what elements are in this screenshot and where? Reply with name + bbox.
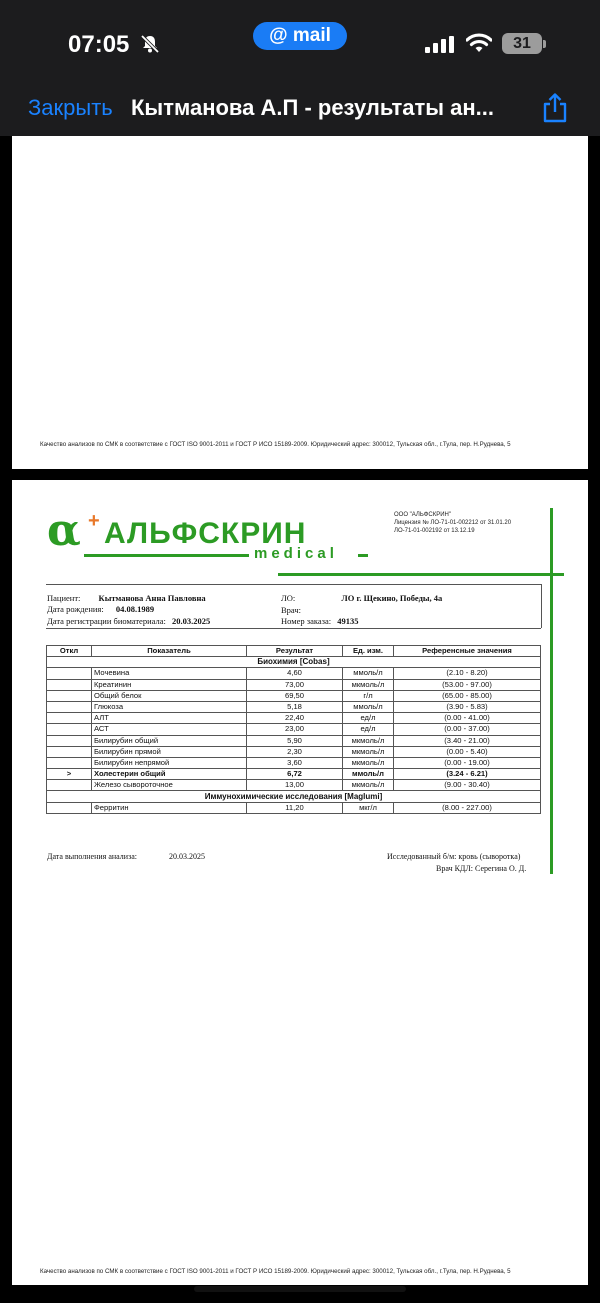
cell-name: Билирубин непрямой	[92, 757, 247, 768]
table-row	[47, 802, 541, 813]
done-row	[47, 852, 205, 861]
cell-name: Общий белок	[92, 690, 247, 701]
logo-plus: +	[88, 510, 100, 532]
logo-alpha: α	[47, 505, 81, 556]
col-unit: Ед. изм.	[343, 646, 394, 657]
cell-flag	[47, 724, 92, 735]
divider-vertical	[541, 584, 542, 628]
cell-ref: (53.00 - 97.00)	[394, 679, 541, 690]
cell-ref: (0.00 - 19.00)	[394, 757, 541, 768]
table-row	[47, 724, 541, 735]
doctor-label: Врач:	[281, 605, 301, 615]
col-result: Результат	[247, 646, 343, 657]
col-ref: Референсные значения	[394, 646, 541, 657]
table-row	[47, 780, 541, 791]
close-button[interactable]: Закрыть	[28, 95, 113, 120]
document-page-2	[12, 480, 588, 1285]
cell-unit: мкмоль/л	[343, 757, 394, 768]
license-1: Лицензия № ЛО-71-01-002212 от 31.01.20	[394, 520, 512, 526]
cell-unit: ед/л	[343, 713, 394, 724]
cell-ref: (9.00 - 30.40)	[394, 780, 541, 791]
doctor-row	[281, 605, 301, 615]
cell-flag	[47, 802, 92, 813]
logo-underline	[84, 554, 249, 557]
cell-result: 73,00	[247, 679, 343, 690]
dob-row	[47, 604, 154, 614]
cell-unit: мкмоль/л	[343, 735, 394, 746]
cell-ref: (3.24 - 6.21)	[394, 769, 541, 780]
cell-result: 11,20	[247, 802, 343, 813]
cell-unit: мкмоль/л	[343, 746, 394, 757]
cell-result: 6,72	[247, 769, 343, 780]
logo-text: АЛЬФСКРИН	[104, 517, 307, 550]
divider	[46, 628, 541, 629]
table-row	[47, 668, 541, 679]
cell-name: Креатинин	[92, 679, 247, 690]
reg-label: Дата регистрации биоматериала:	[47, 616, 166, 626]
patient-label: Пациент:	[47, 593, 81, 603]
section-row	[47, 657, 541, 668]
cell-name: Глюкоза	[92, 701, 247, 712]
mail-pill[interactable]: @ mail	[253, 22, 347, 50]
cell-flag	[47, 780, 92, 791]
cell-result: 5,90	[247, 735, 343, 746]
logo-underline-right	[358, 554, 368, 557]
status-bar	[0, 0, 600, 90]
document-page-1	[12, 136, 588, 469]
green-rule-vertical	[550, 508, 553, 874]
cell-name: Билирубин общий	[92, 735, 247, 746]
page-footer: Качество анализов по СМК в соответствие с ГОСТ ISO 9001-2011 и ГОСТ Р ИСО 15189-2009. Юридический адрес: 300012, Тульская обл., г.Тула, пер. Н.Руднева, 5	[40, 441, 511, 448]
share-icon[interactable]	[541, 92, 569, 129]
cell-ref: (0.00 - 41.00)	[394, 713, 541, 724]
page-footer: Качество анализов по СМК в соответствие с ГОСТ ISO 9001-2011 и ГОСТ Р ИСО 15189-2009. Юридический адрес: 300012, Тульская обл., г.Тула, пер. Н.Руднева, 5	[40, 1268, 511, 1275]
cell-flag	[47, 701, 92, 712]
clock: 07:05	[68, 31, 130, 58]
cell-name: Холестерин общий	[92, 769, 247, 780]
results-table	[46, 645, 541, 814]
green-rule-horizontal	[278, 573, 564, 576]
material-info: Исследованный б/м: кровь (сыворотка)	[387, 852, 521, 861]
lab-doctor: Врач КДЛ: Серегина О. Д.	[436, 864, 527, 873]
cell-result: 4,60	[247, 668, 343, 679]
battery-tip	[543, 40, 546, 48]
lo-label: ЛО:	[281, 593, 296, 603]
table-row	[47, 690, 541, 701]
home-indicator[interactable]	[194, 1286, 406, 1292]
battery-indicator: 31	[502, 33, 542, 54]
table-header-row	[47, 646, 541, 657]
cell-flag	[47, 713, 92, 724]
bell-muted-icon	[140, 35, 160, 58]
cell-flag	[47, 679, 92, 690]
cell-name: Мочевина	[92, 668, 247, 679]
org-name: ООО "АЛЬФСКРИН"	[394, 512, 451, 518]
cell-unit: г/л	[343, 690, 394, 701]
table-row	[47, 713, 541, 724]
cell-result: 23,00	[247, 724, 343, 735]
col-otkl: Откл	[47, 646, 92, 657]
cell-result: 5,18	[247, 701, 343, 712]
cell-ref: (0.00 - 5.40)	[394, 746, 541, 757]
cell-result: 13,00	[247, 780, 343, 791]
cell-unit: мкг/л	[343, 802, 394, 813]
col-name: Показатель	[92, 646, 247, 657]
section-immuno-title: Иммунохимические исследования [Maglumi]	[47, 791, 541, 802]
document-title: Кытманова А.П - результаты ан...	[131, 95, 494, 120]
cell-unit: ммоль/л	[343, 769, 394, 780]
dob-label: Дата рождения:	[47, 604, 104, 614]
cell-name: АСТ	[92, 724, 247, 735]
cell-flag: >	[47, 769, 92, 780]
patient-row	[47, 593, 206, 603]
logo-subtext: medical	[254, 545, 338, 562]
org-info	[394, 511, 511, 535]
cell-flag	[47, 668, 92, 679]
cell-result: 3,60	[247, 757, 343, 768]
cell-flag	[47, 690, 92, 701]
reg-row	[47, 616, 210, 626]
cell-ref: (8.00 - 227.00)	[394, 802, 541, 813]
order-label: Номер заказа:	[281, 616, 332, 626]
cell-unit: ммоль/л	[343, 668, 394, 679]
table-row	[47, 735, 541, 746]
cell-name: Ферритин	[92, 802, 247, 813]
lo-row	[281, 593, 442, 603]
cell-name: Железо сывороточное	[92, 780, 247, 791]
wifi-icon	[466, 33, 492, 58]
cell-ref: (3.40 - 21.00)	[394, 735, 541, 746]
done-date: 20.03.2025	[169, 852, 205, 861]
cell-flag	[47, 735, 92, 746]
order-number: 49135	[337, 616, 359, 626]
table-row	[47, 746, 541, 757]
cell-result: 69,50	[247, 690, 343, 701]
patient-name: Кытманова Анна Павловна	[98, 593, 206, 603]
nav-bar	[0, 90, 600, 136]
dob-value: 04.08.1989	[115, 604, 155, 614]
cell-flag	[47, 757, 92, 768]
cell-unit: мкмоль/л	[343, 780, 394, 791]
reg-date: 20.03.2025	[171, 616, 211, 626]
cell-flag	[47, 746, 92, 757]
order-row	[281, 616, 359, 626]
divider	[46, 584, 541, 585]
cell-ref: (3.90 - 5.83)	[394, 701, 541, 712]
cell-result: 22,40	[247, 713, 343, 724]
table-row	[47, 701, 541, 712]
cell-ref: (2.10 - 8.20)	[394, 668, 541, 679]
table-row	[47, 769, 541, 780]
license-2: ЛО-71-01-002192 от 13.12.19	[394, 528, 475, 534]
section-bio-title: Биохимия [Cobas]	[47, 657, 541, 668]
cell-ref: (0.00 - 37.00)	[394, 724, 541, 735]
cell-unit: мкмоль/л	[343, 679, 394, 690]
done-label: Дата выполнения анализа:	[47, 852, 137, 861]
cell-ref: (65.00 - 85.00)	[394, 690, 541, 701]
cell-unit: ммоль/л	[343, 701, 394, 712]
table-row	[47, 757, 541, 768]
cell-name: Билирубин прямой	[92, 746, 247, 757]
cell-result: 2,30	[247, 746, 343, 757]
cell-name: АЛТ	[92, 713, 247, 724]
cellular-signal-icon	[425, 36, 455, 58]
section-row	[47, 791, 541, 802]
lo-value: ЛО г. Щекино, Победы, 4а	[341, 593, 443, 603]
table-row	[47, 679, 541, 690]
cell-unit: ед/л	[343, 724, 394, 735]
